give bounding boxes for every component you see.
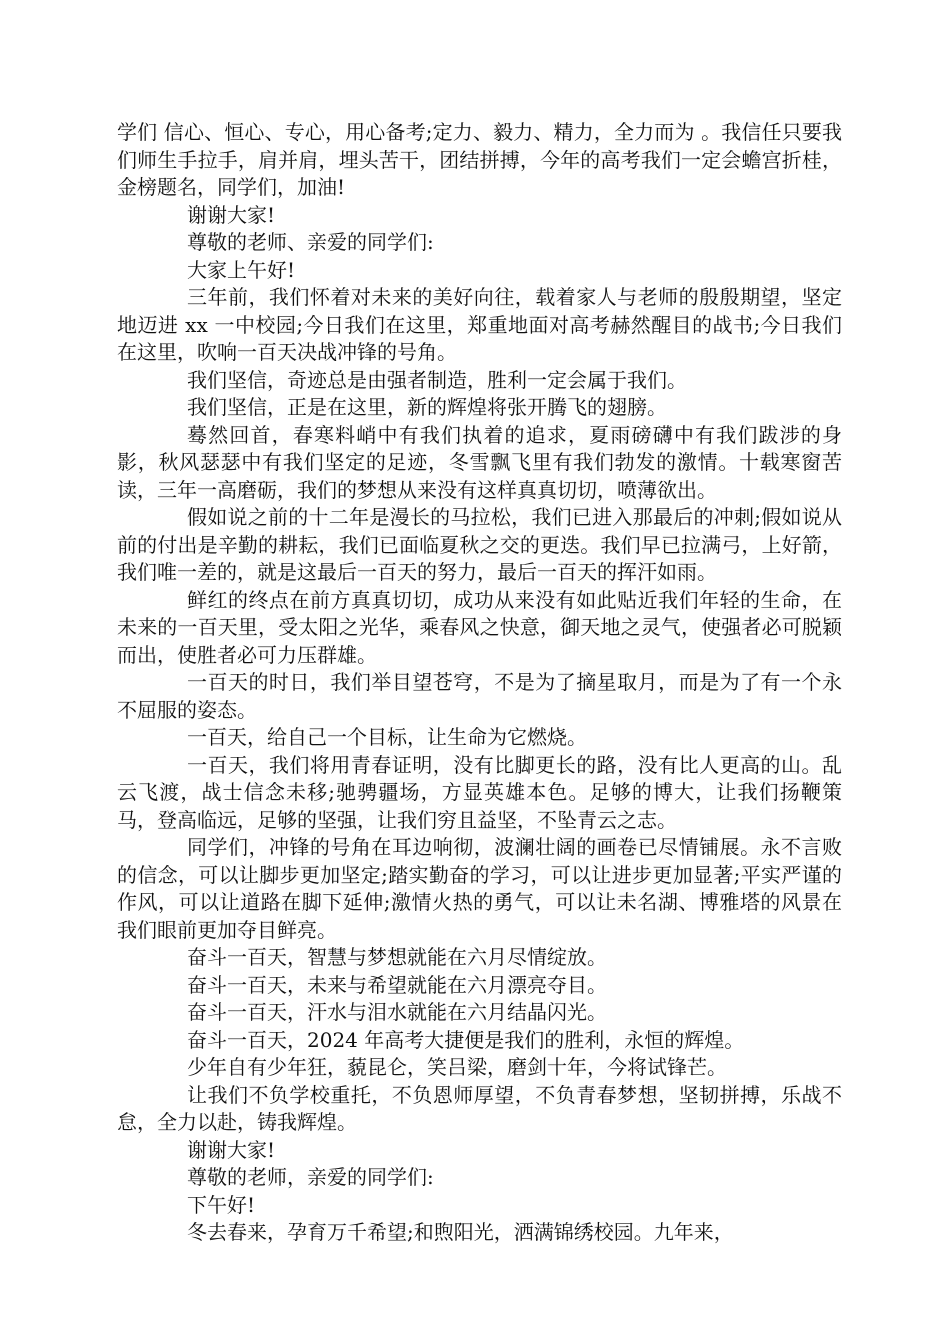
paragraph: 奋斗一百天，汗水与泪水就能在六月结晶闪光。 — [187, 1000, 607, 1024]
paragraph: 一百天，我们将用青春证明，没有比脚更长的路，没有比人更高的山。乱云飞渡，战士信念未移;驰骋疆场，方显英雄本色。足够的博大，让我们扬鞭策马，登高临远，足够的坚强，让我们穷且益坚，不坠青云之志。 — [117, 752, 842, 832]
paragraph: 尊敬的老师、亲爱的同学们: — [187, 230, 434, 254]
paragraph: 奋斗一百天，2024 年高考大捷便是我们的胜利，永恒的辉煌。 — [187, 1027, 745, 1052]
paragraph: 奋斗一百天，未来与希望就能在六月漂亮夺目。 — [187, 972, 607, 997]
paragraph: 大家上午好! — [187, 257, 296, 282]
paragraph: 谢谢大家! — [187, 202, 276, 227]
paragraph: 鲜红的终点在前方真真切切，成功从来没有如此贴近我们年轻的生命，在未来的一百天里，受太阳之光华，乘春风之快意，御天地之灵气，使强者必可脱颖而出，使胜者必可力压群雄。 — [117, 587, 842, 667]
paragraph: 奋斗一百天，智慧与梦想就能在六月尽情绽放。 — [187, 945, 607, 969]
paragraph: 让我们不负学校重托，不负恩师厚望，不负青春梦想，坚韧拼搏，乐战不怠，全力以赴，铸我辉煌。 — [117, 1082, 842, 1134]
paragraph: 下午好! — [187, 1192, 256, 1217]
paragraph: 尊敬的老师，亲爱的同学们: — [187, 1165, 434, 1189]
paragraph: 一百天的时日，我们举目望苍穹，不是为了摘星取月，而是为了有一个永不屈服的姿态。 — [117, 670, 842, 722]
paragraph: 假如说之前的十二年是漫长的马拉松，我们已进入那最后的冲刺;假如说从前的付出是辛勤的耕耘，我们已面临夏秋之交的更迭。我们早已拉满弓，上好箭，我们唯一差的，就是这最后一百天的努力，最后一百天的挥汗如雨。 — [117, 505, 842, 584]
paragraph: 一百天，给自己一个目标，让生命为它燃烧。 — [187, 725, 587, 749]
paragraph: 同学们，冲锋的号角在耳边响彻，波澜壮阔的画卷已尽情铺展。永不言败的信念，可以让脚步更加坚定;踏实勤奋的学习，可以让进步更加显著;平实严谨的作风，可以让道路在脚下延伸;激情火热的勇气，可以让未名湖、博雅塔的风景在我们眼前更加夺目鲜亮。 — [117, 835, 842, 942]
paragraph: 少年自有少年狂，藐昆仑，笑吕梁，磨剑十年，今将试锋芒。 — [187, 1055, 727, 1079]
paragraph: 我们坚信，正是在这里，新的辉煌将张开腾飞的翅膀。 — [187, 395, 667, 419]
paragraph: 学们 信心、恒心、专心，用心备考;定力、毅力、精力，全力而为 。我信任只要我们师生手拉手，肩并肩，埋头苦干，团结拼搏，今年的高考我们一定会蟾宫折桂，金榜题名，同学们，加油! — [117, 120, 842, 199]
paragraph: 我们坚信，奇迹总是由强者制造，胜利一定会属于我们。 — [187, 367, 687, 392]
paragraph: 冬去春来，孕育万千希望;和煦阳光，洒满锦绣校园。九年来， — [187, 1220, 734, 1244]
document-body — [117, 119, 842, 1247]
paragraph: 三年前，我们怀着对未来的美好向往，载着家人与老师的殷殷期望，坚定地迈进 xx 一中校园;今日我们在这里，郑重地面对高考赫然醒目的战书;今日我们在这里，吹响一百天决战冲锋的号角。 — [117, 285, 842, 364]
paragraph: 蓦然回首，春寒料峭中有我们执着的追求，夏雨磅礴中有我们跋涉的身影，秋风瑟瑟中有我们坚定的足迹，冬雪飘飞里有我们勃发的激情。十载寒窗苦读，三年一高磨砺，我们的梦想从来没有这样真真切切，喷薄欲出。 — [117, 422, 842, 502]
paragraph: 谢谢大家! — [187, 1137, 276, 1162]
